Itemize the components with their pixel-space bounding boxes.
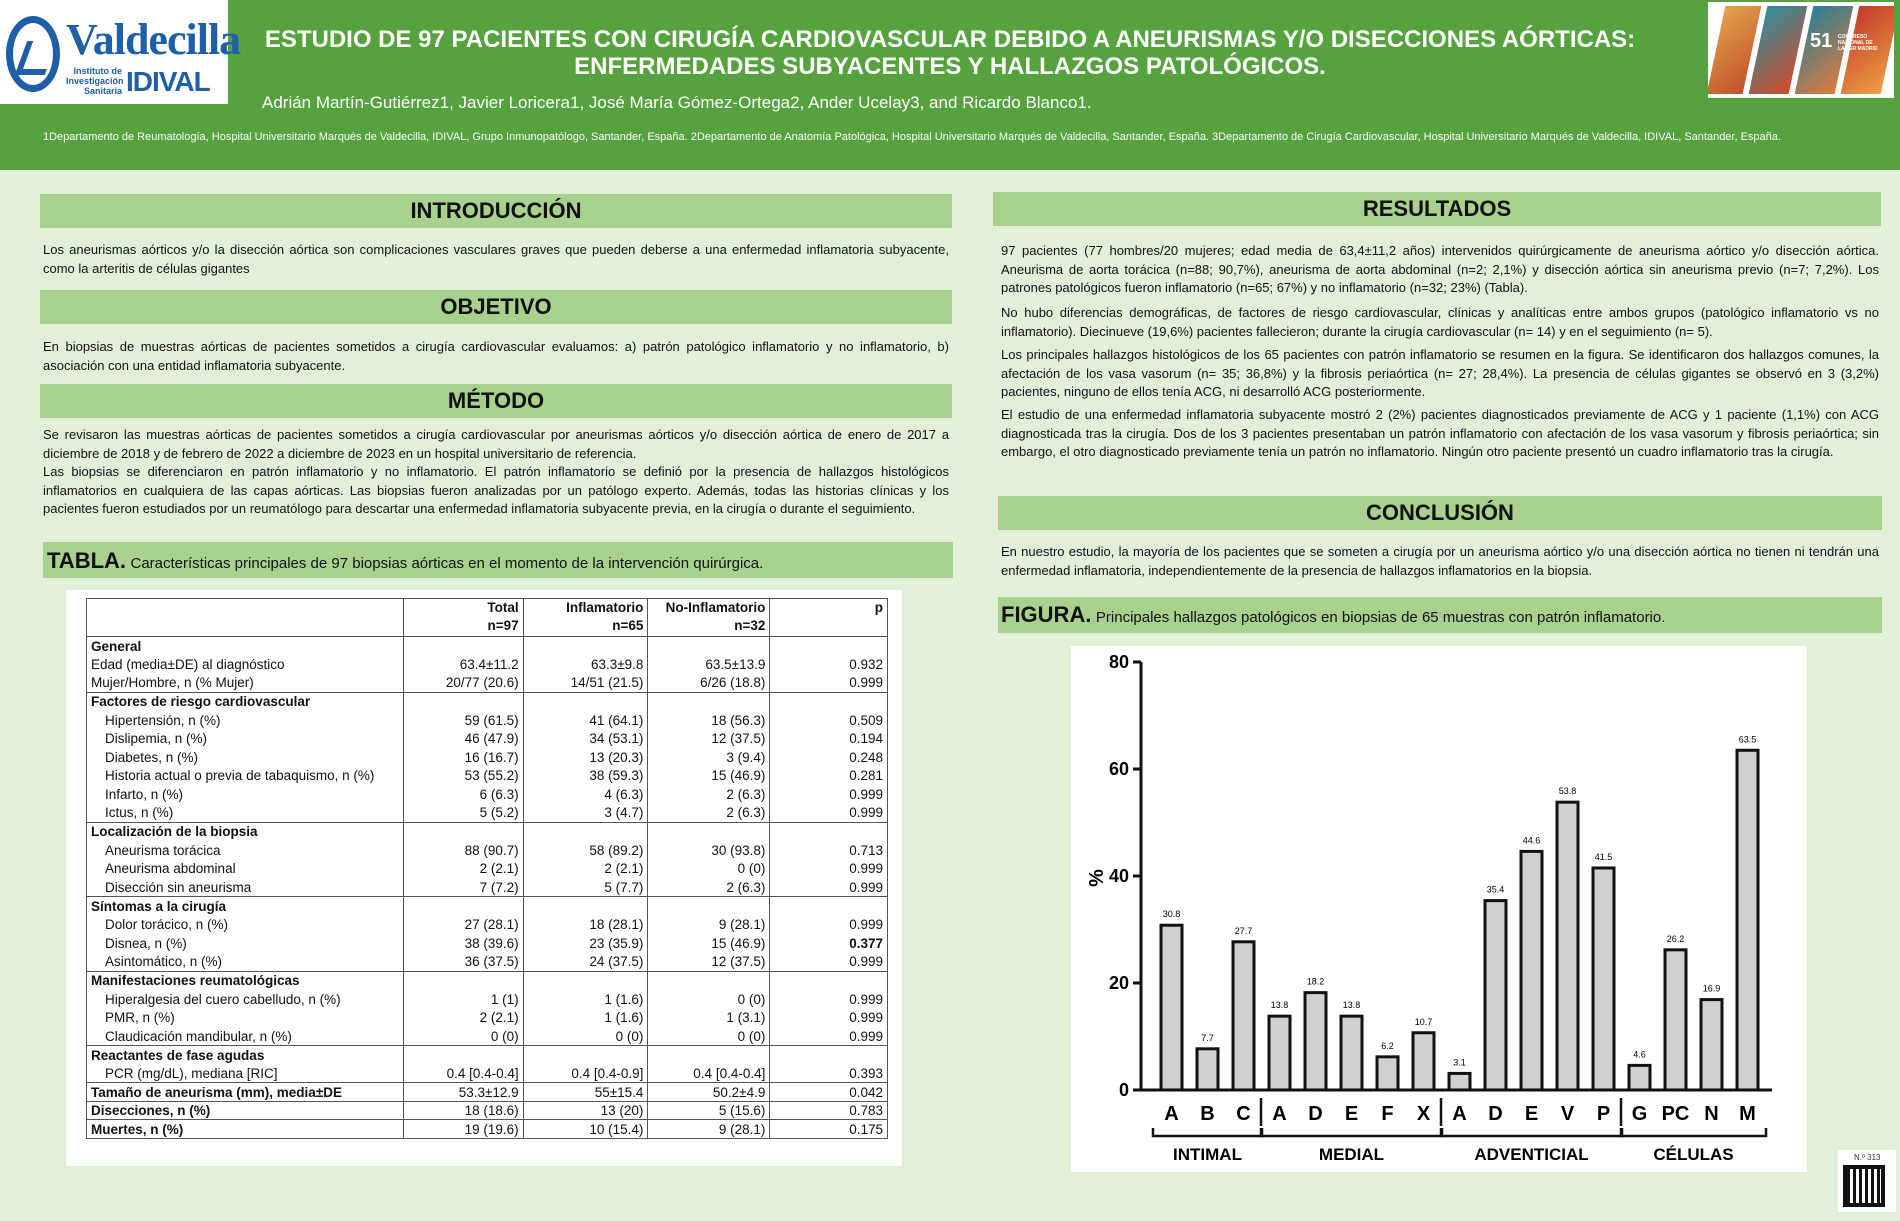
table-cell: 53.3±12.9 [403, 1083, 523, 1102]
figura-label: FIGURA. [1001, 602, 1092, 627]
table-cell [770, 637, 888, 656]
table-cell [770, 897, 888, 916]
table-row [87, 878, 888, 897]
congress-text: CONGRESO NACIONAL DE LA SER MADRID [1838, 34, 1878, 52]
table-cell: 13 (20) [523, 1101, 648, 1120]
table-cell: 0.248 [770, 748, 888, 767]
table-cell: 2 (2.1) [403, 1008, 523, 1027]
table-cell: 0.281 [770, 767, 888, 786]
table-cell: 9 (28.1) [648, 1120, 770, 1139]
table-cell: 5 (5.2) [403, 804, 523, 823]
table-row [87, 767, 888, 786]
x-tick-label: B [1200, 1103, 1215, 1125]
congress-number: 51 [1810, 30, 1833, 52]
table-cell: 6 (6.3) [403, 785, 523, 804]
row-label: Muertes, n (%) [87, 1120, 404, 1139]
bar-value-label: 41.5 [1594, 851, 1613, 862]
figura-caption [998, 597, 1882, 633]
poster-authors: Adrián Martín-Gutiérrez1, Javier Loricera1, José María Gómez-Ortega2, Ander Ucelay3, and Ricardo Blanco1. [262, 93, 1092, 112]
table-cell: 1 (1.6) [523, 990, 648, 1009]
table-row [87, 990, 888, 1009]
bar [1737, 750, 1758, 1090]
table-header-2 [523, 599, 648, 637]
group-bracket [1621, 1128, 1766, 1136]
table-header-4 [770, 599, 888, 637]
header-line-1: p [874, 600, 883, 615]
table-cell: 0.999 [770, 860, 888, 879]
table-cell: 0.175 [770, 1120, 888, 1139]
table-cell: 88 (90.7) [403, 841, 523, 860]
table-cell: 18 (28.1) [523, 915, 648, 934]
table-cell: 15 (46.9) [648, 934, 770, 953]
bar-value-label: 4.6 [1633, 1049, 1646, 1060]
table-cell: 36 (37.5) [403, 953, 523, 972]
congress-logo [1708, 2, 1894, 98]
bar-value-label: 26.2 [1666, 933, 1685, 944]
bar [1233, 942, 1254, 1090]
intro-text: Los aneurismas aórticos y/o la disección aórtica son complicaciones vasculares graves que pueden deberse a una enfermedad inflamatoria subyacente, como la arteritis de células gigantes [43, 242, 949, 276]
figure-panel [1071, 646, 1807, 1172]
x-tick-label: D [1488, 1103, 1503, 1125]
table-cell: 38 (59.3) [523, 767, 648, 786]
table-cell: 0.999 [770, 804, 888, 823]
valdecilla-emblem-icon [6, 16, 60, 92]
group-label: ADVENTICIAL [1474, 1145, 1589, 1164]
table-cell [403, 822, 523, 841]
bar [1269, 1016, 1290, 1090]
table-cell: 1 (1) [403, 990, 523, 1009]
metodo-text-1: Se revisaron las muestras aórticas de pacientes sometidos a cirugía cardiovascular por aneurismas aórticos y/o disección aórtica de enero de 2017 a diciembre de 2018 y de febrero de 2022 a diciembre de 2023 en un hospital universitario de referencia. [43, 427, 949, 461]
table-cell: 27 (28.1) [403, 915, 523, 934]
x-tick-label: D [1308, 1103, 1323, 1125]
row-label: Mujer/Hombre, n (% Mujer) [87, 674, 404, 693]
row-label: Infarto, n (%) [87, 785, 404, 804]
group-label: CÉLULAS [1653, 1145, 1734, 1164]
table-row [87, 915, 888, 934]
row-label: Síntomas a la cirugía [87, 897, 404, 916]
table-cell: 18 (18.6) [403, 1101, 523, 1120]
bar-value-label: 6.2 [1381, 1040, 1394, 1051]
table-cell: 9 (28.1) [648, 915, 770, 934]
table-cell: 0.393 [770, 1064, 888, 1083]
table-cell: 12 (37.5) [648, 953, 770, 972]
table-cell: 46 (47.9) [403, 729, 523, 748]
table-cell: 0.4 [0.4-0.4] [648, 1064, 770, 1083]
resultados-p3: Los principales hallazgos histológicos de los 65 pacientes con patrón inflamatorio se resumen en la figura. Se identificaron dos hallazgos comunes, la afectación de los vasa vasorum (n= 35; 36,8%) y la fibrosis periaórtica (n= 27; 28,4%). La presencia de células gigantes se observó en 3 (3,2%) pacientes, ninguno de ellos tenía ACG, ni desarrolló ACG posteriormente. [1001, 347, 1879, 399]
row-label: Aneurisma torácica [87, 841, 404, 860]
table-cell [523, 971, 648, 990]
table-cell: 3 (9.4) [648, 748, 770, 767]
table-cell: 19 (19.6) [403, 1120, 523, 1139]
header-line-2: n=97 [487, 618, 519, 633]
table-row [87, 841, 888, 860]
x-tick-label: E [1344, 1103, 1359, 1125]
table-row [87, 953, 888, 972]
x-tick-label: A [1164, 1103, 1179, 1125]
table-cell: 2 (2.1) [523, 860, 648, 879]
x-tick-label: N [1704, 1103, 1719, 1125]
row-label: Hiperalgesia del cuero cabelludo, n (%) [87, 990, 404, 1009]
bar-value-label: 18.2 [1306, 976, 1325, 987]
row-label: Disnea, n (%) [87, 934, 404, 953]
table-cell: 13 (20.3) [523, 748, 648, 767]
metodo-text-2: Las biopsias se diferenciaron en patrón inflamatorio y no inflamatorio. El patrón inflamatorio se definió por la presencia de hallazgos histológicos inflamatorios en cualquiera de las capas aórticas. Las biopsias fueron analizadas por un patólogo experto. Además, todas las historias clínicas y los pacientes fueron estudiados por un reumatólogo para descartar una enfermedad inflamatoria subyacente previa, en la cirugía o durante el seguimiento. [43, 464, 949, 516]
row-label: Dislipemia, n (%) [87, 729, 404, 748]
table-cell: 0.999 [770, 674, 888, 693]
table-cell: 10 (15.4) [523, 1120, 648, 1139]
x-tick-label: E [1524, 1103, 1539, 1125]
table-cell [403, 897, 523, 916]
row-label: Claudicación mandibular, n (%) [87, 1027, 404, 1046]
table-cell [523, 1046, 648, 1065]
y-tick-label: 20 [1108, 973, 1129, 993]
table-cell: 0.999 [770, 878, 888, 897]
row-label: Diabetes, n (%) [87, 748, 404, 767]
row-label: General [87, 637, 404, 656]
table-cell: 0.783 [770, 1101, 888, 1120]
bar [1485, 901, 1506, 1090]
table-cell: 12 (37.5) [648, 729, 770, 748]
table-cell [403, 971, 523, 990]
y-tick-label: 60 [1108, 759, 1129, 779]
table-cell: 50.2±4.9 [648, 1083, 770, 1102]
table-cell [770, 692, 888, 711]
bar-value-label: 63.5 [1738, 734, 1757, 745]
table-cell: 0.999 [770, 953, 888, 972]
row-label: Manifestaciones reumatológicas [87, 971, 404, 990]
conclusion-heading: CONCLUSIÓN [998, 496, 1882, 530]
poster-affiliations: 1Departamento de Reumatología, Hospital Universitario Marqués de Valdecilla, IDIVAL, Grupo Inmunopatólogo, Santander, España. 2Departamento de Anatomía Patológica, Hospital Universitario Marqués de Valdecilla, Santander, España. 3Departamento de Cirugía Cardiovascular, Hospital Universitario Marqués de Valdecilla, IDIVAL, Santander, España. [43, 131, 1781, 143]
logo-idival: IDIVAL [126, 66, 210, 97]
table-cell [403, 637, 523, 656]
bar-value-label: 13.8 [1270, 1000, 1289, 1011]
findings-bar-chart [1071, 646, 1807, 1172]
resultados-heading: RESULTADOS [993, 192, 1881, 226]
y-axis-label: % [1086, 869, 1108, 887]
table-cell: 15 (46.9) [648, 767, 770, 786]
table-cell: 2 (6.3) [648, 785, 770, 804]
group-label: MEDIAL [1318, 1145, 1385, 1164]
table-cell: 0.509 [770, 711, 888, 730]
table-cell: 20/77 (20.6) [403, 674, 523, 693]
group-label: INTIMAL [1173, 1145, 1242, 1164]
table-cell [648, 692, 770, 711]
table-cell: 24 (37.5) [523, 953, 648, 972]
row-label: Reactantes de fase agudas [87, 1046, 404, 1065]
header-line-1: Inflamatorio [566, 600, 644, 615]
table-cell [648, 822, 770, 841]
logo-subtitle: Instituto de Investigación Sanitaria [66, 66, 124, 96]
table-cell: 3 (4.7) [523, 804, 648, 823]
table-row [87, 785, 888, 804]
objetivo-text: En biopsias de muestras aórticas de pacientes sometidos a cirugía cardiovascular evaluamos: a) patrón patológico inflamatorio y no inflamatorio, b) asociación con una entidad inflamatoria subyacente. [43, 339, 949, 373]
bar [1629, 1065, 1650, 1090]
resultados-p2: No hubo diferencias demográficas, de factores de riesgo cardiovascular, clínicas y analíticas entre ambos grupos (patológico inflamatorio vs no inflamatorio). Diecinueve (19,6%) pacientes fallecieron; durante la cirugía cardiovascular (n= 14) y en el seguimiento (n= 5). [1001, 305, 1879, 339]
bar-value-label: 7.7 [1201, 1032, 1214, 1043]
bar [1413, 1033, 1434, 1090]
table-cell: 0 (0) [523, 1027, 648, 1046]
table-cell: 0.377 [770, 934, 888, 953]
tabla-label: TABLA. [47, 548, 127, 573]
group-bracket [1441, 1128, 1622, 1136]
x-tick-label: V [1560, 1103, 1575, 1125]
table-cell: 5 (7.7) [523, 878, 648, 897]
bar [1557, 802, 1578, 1090]
table-cell [523, 637, 648, 656]
table-row [87, 674, 888, 693]
bar [1521, 851, 1542, 1090]
bar-value-label: 10.7 [1414, 1016, 1433, 1027]
row-label: Disecciones, n (%) [87, 1101, 404, 1120]
row-label: Localización de la biopsia [87, 822, 404, 841]
table-cell [648, 897, 770, 916]
table-cell: 0.999 [770, 1027, 888, 1046]
results-table-panel [66, 590, 902, 1166]
table-cell: 38 (39.6) [403, 934, 523, 953]
table-row [87, 860, 888, 879]
table-row [87, 729, 888, 748]
table-row [87, 1064, 888, 1083]
table-cell: 5 (15.6) [648, 1101, 770, 1120]
table-cell: 1 (3.1) [648, 1008, 770, 1027]
bar [1449, 1073, 1470, 1090]
x-tick-label: C [1236, 1103, 1251, 1125]
row-label: Historia actual o previa de tabaquismo, n (%) [87, 767, 404, 786]
bar-value-label: 30.8 [1162, 909, 1181, 920]
table-cell: 58 (89.2) [523, 841, 648, 860]
table-cell: 53 (55.2) [403, 767, 523, 786]
table-cell: 55±15.4 [523, 1083, 648, 1102]
table-cell [403, 1046, 523, 1065]
bar-value-label: 35.4 [1486, 884, 1505, 895]
resultados-p1: 97 pacientes (77 hombres/20 mujeres; edad media de 63,4±11,2 años) intervenidos quirúrgicamente de aneurisma aórtico y/o disección aórtica. Aneurisma de aorta torácica (n=88; 90,7%), aneurisma de aorta abdominal (n=2; 2,1%) y disección aórtica sin aneurisma previo (n=7; 7,2%). Los patrones patológicos fueron inflamatorio (n=65; 67%) y no inflamatorio (n=32; 23%) (Tabla). [1001, 243, 1879, 295]
table-header-0 [87, 599, 404, 637]
x-tick-label: P [1596, 1103, 1611, 1125]
bar [1197, 1049, 1218, 1090]
header-line-1: No-Inflamatorio [665, 600, 766, 615]
conclusion-text: En nuestro estudio, la mayoría de los pacientes que se someten a cirugía por un aneurisma aórtico y/o una disección aórtica no tienen ni tendrán una enfermedad inflamatoria, independientemente de la presencia de hallazgos inflamatorios en la biopsia. [1001, 544, 1879, 578]
table-cell: 0 (0) [648, 990, 770, 1009]
header-line-2: n=65 [612, 618, 644, 633]
bar-value-label: 3.1 [1453, 1057, 1466, 1068]
table-row [87, 971, 888, 990]
table-cell: 1 (1.6) [523, 1008, 648, 1027]
table-cell: 0.194 [770, 729, 888, 748]
table-row [87, 692, 888, 711]
table-cell: 0.042 [770, 1083, 888, 1102]
table-row [87, 1027, 888, 1046]
bar [1701, 1000, 1722, 1090]
row-label: Factores de riesgo cardiovascular [87, 692, 404, 711]
table-row [87, 1008, 888, 1027]
table-cell [403, 692, 523, 711]
table-cell [648, 637, 770, 656]
table-cell: 34 (53.1) [523, 729, 648, 748]
results-table [86, 598, 888, 1139]
table-cell [523, 692, 648, 711]
row-label: Aneurisma abdominal [87, 860, 404, 879]
table-cell [523, 822, 648, 841]
intro-heading: INTRODUCCIÓN [40, 194, 952, 228]
table-cell [648, 1046, 770, 1065]
group-bracket [1261, 1128, 1442, 1136]
table-cell: 4 (6.3) [523, 785, 648, 804]
table-row [87, 1101, 888, 1120]
table-cell: 0.713 [770, 841, 888, 860]
resultados-p4: El estudio de una enfermedad inflamatoria subyacente mostró 2 (2%) pacientes diagnosticados previamente de ACG y 1 paciente (1,1%) con ACG diagnosticada tras la cirugía. Dos de los 3 pacientes presentaban un patrón inflamatorio con afectación de los vasa vasorum y fibrosis periaórtica; sin embargo, el otro diagnosticado previamente tenía un patrón no inflamatorio. Ningún otro paciente presentó un cuadro inflamatorio tras la cirugía. [1001, 407, 1879, 459]
table-row [87, 1046, 888, 1065]
table-cell [770, 1046, 888, 1065]
tabla-caption [43, 542, 953, 578]
valdecilla-logo [0, 0, 241, 104]
x-tick-label: X [1416, 1103, 1431, 1125]
table-cell: 14/51 (21.5) [523, 674, 648, 693]
table-cell: 30 (93.8) [648, 841, 770, 860]
table-cell: 0 (0) [403, 1027, 523, 1046]
bar-value-label: 16.9 [1702, 983, 1721, 994]
row-label: Hipertensión, n (%) [87, 711, 404, 730]
table-cell: 63.3±9.8 [523, 655, 648, 674]
poster-number: N.º 313 [1854, 1153, 1881, 1162]
row-label: Asintomático, n (%) [87, 953, 404, 972]
y-tick-label: 0 [1118, 1080, 1129, 1100]
table-row [87, 934, 888, 953]
metodo-heading: MÉTODO [40, 384, 952, 418]
table-cell: 63.5±13.9 [648, 655, 770, 674]
table-cell: 6/26 (18.8) [648, 674, 770, 693]
table-cell [770, 822, 888, 841]
bar-value-label: 53.8 [1558, 786, 1577, 797]
bar-value-label: 13.8 [1342, 1000, 1361, 1011]
row-label: PMR, n (%) [87, 1008, 404, 1027]
table-cell: 2 (6.3) [648, 878, 770, 897]
group-bracket [1153, 1128, 1262, 1136]
row-label: Dolor torácico, n (%) [87, 915, 404, 934]
table-cell: 0.4 [0.4-0.4] [403, 1064, 523, 1083]
row-label: Edad (media±DE) al diagnóstico [87, 655, 404, 674]
x-tick-label: A [1452, 1103, 1467, 1125]
bar [1377, 1057, 1398, 1090]
x-tick-label: A [1272, 1103, 1287, 1125]
x-tick-label: F [1381, 1103, 1394, 1125]
table-row [87, 655, 888, 674]
figura-caption-text: Principales hallazgos patológicos en biopsias de 65 muestras con patrón inflamatorio. [1095, 609, 1666, 626]
y-tick-label: 80 [1108, 652, 1129, 672]
table-row [87, 1120, 888, 1139]
table-row [87, 897, 888, 916]
bar [1593, 868, 1614, 1090]
table-cell: 0 (0) [648, 860, 770, 879]
table-cell: 0.999 [770, 785, 888, 804]
x-tick-label: M [1739, 1103, 1756, 1125]
x-tick-label: PC [1661, 1103, 1690, 1125]
table-cell: 41 (64.1) [523, 711, 648, 730]
table-cell: 0.4 [0.4-0.9] [523, 1064, 648, 1083]
bar-value-label: 27.7 [1234, 925, 1253, 936]
table-cell: 0.999 [770, 915, 888, 934]
table-cell [523, 897, 648, 916]
table-cell: 63.4±11.2 [403, 655, 523, 674]
y-tick-label: 40 [1108, 866, 1129, 886]
table-cell: 16 (16.7) [403, 748, 523, 767]
poster-header [0, 0, 1900, 170]
poster-title: ESTUDIO DE 97 PACIENTES CON CIRUGÍA CARDIOVASCULAR DEBIDO A ANEURISMAS Y/O DISECCIONES AÓRTICAS: ENFERMEDADES SUBYACENTES Y HALLAZGOS PATOLÓGICOS. [264, 26, 1636, 80]
table-cell: 7 (7.2) [403, 878, 523, 897]
table-cell: 0.999 [770, 1008, 888, 1027]
logo-name: Valdecilla [66, 15, 241, 64]
row-label: Tamaño de aneurisma (mm), media±DE [87, 1083, 404, 1102]
table-header-3 [648, 599, 770, 637]
header-line-2: n=32 [734, 618, 766, 633]
table-row [87, 711, 888, 730]
objetivo-heading: OBJETIVO [40, 290, 952, 324]
table-cell: 2 (6.3) [648, 804, 770, 823]
bar [1665, 950, 1686, 1090]
bar [1161, 925, 1182, 1090]
table-cell: 0.999 [770, 990, 888, 1009]
row-label: Disección sin aneurisma [87, 878, 404, 897]
bar-value-label: 44.6 [1522, 835, 1541, 846]
table-cell: 2 (2.1) [403, 860, 523, 879]
table-row [87, 804, 888, 823]
table-header-1 [403, 599, 523, 637]
table-row [87, 822, 888, 841]
table-cell: 18 (56.3) [648, 711, 770, 730]
table-cell: 0.932 [770, 655, 888, 674]
table-row [87, 1083, 888, 1102]
bar [1305, 993, 1326, 1090]
tabla-caption-text: Características principales de 97 biopsias aórticas en el momento de la intervención quirúrgica. [130, 555, 764, 572]
table-row [87, 637, 888, 656]
row-label: Ictus, n (%) [87, 804, 404, 823]
table-row [87, 748, 888, 767]
header-line-1: Total [487, 600, 519, 615]
row-label: PCR (mg/dL), mediana [RIC] [87, 1064, 404, 1083]
table-cell: 59 (61.5) [403, 711, 523, 730]
table-cell: 23 (35.9) [523, 934, 648, 953]
qr-code-icon [1843, 1165, 1885, 1207]
x-tick-label: G [1631, 1103, 1648, 1125]
table-cell [770, 971, 888, 990]
table-cell [648, 971, 770, 990]
table-cell: 0 (0) [648, 1027, 770, 1046]
bar [1341, 1016, 1362, 1090]
